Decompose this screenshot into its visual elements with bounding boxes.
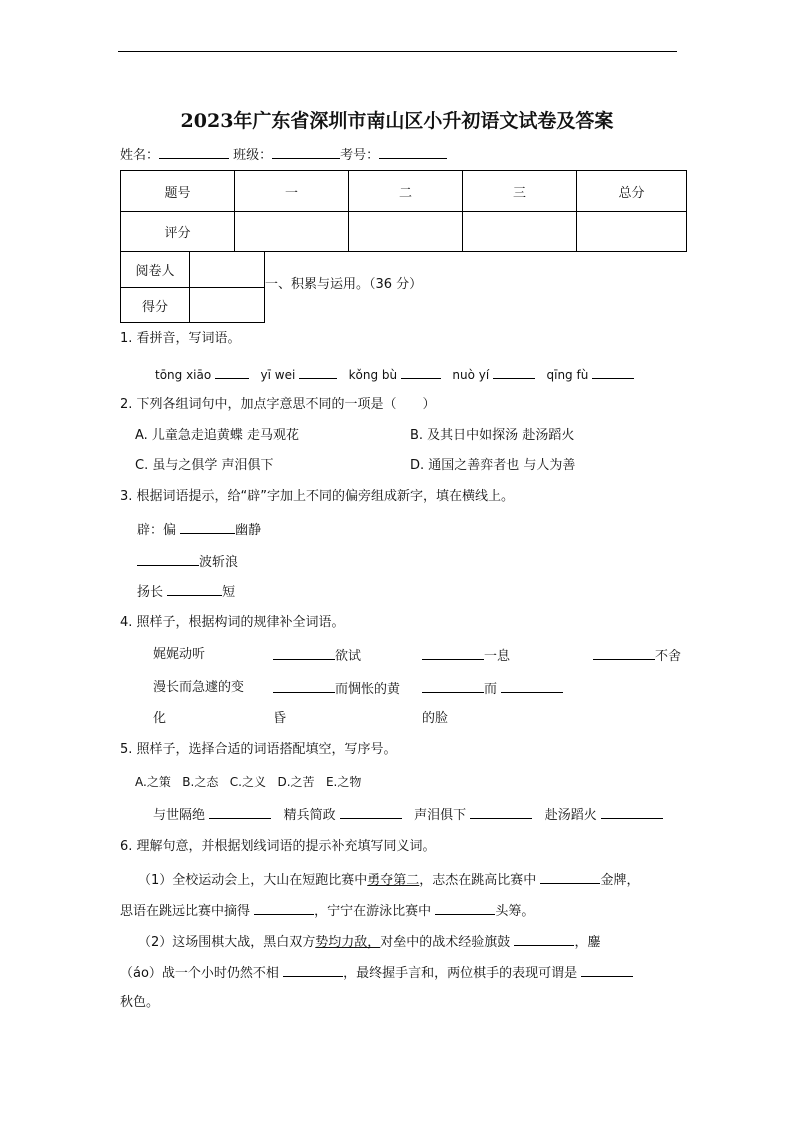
grader-cell[interactable] [190,252,265,288]
text: 秋色。 [120,995,160,1010]
pinyin: nuò yí [452,368,490,382]
answer-blank[interactable] [401,366,441,379]
question-5: 5. 照样子，选择合适的词语搭配填空，写序号。 [120,742,397,757]
answer-blank[interactable] [422,680,484,693]
underlined-word: 势均力敌， [315,935,381,950]
hint: 幽静 [235,523,262,538]
question-3: 3. 根据词语提示，给“辟”字加上不同的偏旁组成新字，填在横线上。 [120,489,515,504]
answer-blank[interactable] [167,583,222,596]
score-cell[interactable] [190,288,265,323]
hint: 欲试 [335,649,362,664]
header-cell: 总分 [577,171,687,212]
pinyin: qīng fù [546,368,589,382]
question-4: 4. 照样子，根据构词的规律补全词语。 [120,615,345,630]
exam-no-label: 考号： [340,148,380,163]
answer-blank[interactable] [514,933,574,946]
score-cell[interactable] [577,212,687,252]
grader-table [120,251,265,323]
answer-blank[interactable] [215,366,249,379]
example: 漫长而急遽的变 [153,680,245,695]
score-cell[interactable] [235,212,349,252]
text: ，宁宁在游泳比赛中 [314,904,432,919]
answer-blank[interactable] [501,680,563,693]
answer-blank[interactable] [593,647,655,660]
question-6: 6. 理解句意，并根据划线词语的提示补充填写同义词。 [120,839,436,854]
answer-blank[interactable] [581,964,633,977]
name-label: 姓名： [120,148,160,163]
text: 头筹。 [495,904,535,919]
answer-blank[interactable] [540,871,600,884]
pinyin: tōng xiāo [155,368,212,382]
page-title: 2023年广东省深圳市南山区小升初语文试卷及答案 [180,110,614,132]
header-cell: 一 [235,171,349,212]
answer-blank[interactable] [592,366,634,379]
answer-blank[interactable] [180,521,235,534]
question-2: 2. 下列各组词句中，加点字意思不同的一项是（ ） [120,397,436,412]
example: 化 [153,711,167,726]
word: 精兵简政 [283,808,336,823]
example: 娓娓动听 [153,647,206,662]
answer-blank[interactable] [299,366,337,379]
score-cell[interactable] [349,212,463,252]
text: 金牌， [600,873,640,888]
text: （áo）战一个小时仍然不相 [120,966,279,981]
section-heading: 一、积累与运用。（36 分） [265,277,423,292]
class-label: 班级： [233,148,273,163]
score-table [120,170,687,252]
hint: 而 [484,682,498,697]
option-a: A. 儿童急走追黄蝶 走马观花 [135,428,300,443]
hint: 一息 [484,649,511,664]
text: （1）全校运动会上，大山在短跑比赛中 [138,873,368,888]
answer-blank[interactable] [273,647,335,660]
pinyin: yī wei [260,368,296,382]
text: 思语在跳远比赛中摘得 [120,904,251,919]
word: 与世隔绝 [153,808,206,823]
question-1: 1. 看拼音，写词语。 [120,331,241,346]
answer-blank[interactable] [601,806,663,819]
word: 赴汤蹈火 [544,808,597,823]
hint: 的脸 [422,711,449,726]
option-d: D. 通国之善弈者也 与人为善 [410,458,576,473]
word: 声泪俱下 [414,808,467,823]
hint: 不舍 [655,649,682,664]
hint: 而惆怅的黄 [335,682,401,697]
header-rule [118,51,677,52]
option: B.之态 [182,775,219,789]
text: ，志杰在跳高比赛中 [419,873,537,888]
text: ，鏖 [574,935,601,950]
option: A.之策 [135,775,171,789]
hint: 昏 [273,711,287,726]
text: 对垒中的战术经验旗鼓 [380,935,511,950]
underlined-word: 勇夺第二 [367,873,420,888]
header-cell: 题号 [121,171,235,212]
pinyin: kǒng bù [348,368,398,382]
answer-blank[interactable] [340,806,402,819]
hint: 扬长 [137,585,164,600]
answer-blank[interactable] [422,647,484,660]
answer-blank[interactable] [435,902,495,915]
score-cell[interactable] [463,212,577,252]
answer-blank[interactable] [283,964,343,977]
option-c: C. 虽与之俱学 声泪俱下 [135,458,274,473]
option: C.之义 [229,775,266,789]
exam-no-field[interactable] [379,146,447,159]
student-info-line [120,146,447,164]
option: E.之物 [325,775,362,789]
hint: 波斩浪 [199,555,239,570]
class-field[interactable] [272,146,340,159]
answer-blank[interactable] [209,806,271,819]
text: （2）这场围棋大战，黑白双方 [138,935,316,950]
option-b: B. 及其日中如探汤 赴汤蹈火 [410,428,575,443]
name-field[interactable] [159,146,229,159]
grader-label: 阅卷人 [121,252,190,288]
hint: 短 [222,585,236,600]
text: ，最终握手言和，两位棋手的表现可谓是 [343,966,578,981]
header-cell: 三 [463,171,577,212]
answer-blank[interactable] [470,806,532,819]
score-label: 得分 [121,288,190,323]
options-row [135,774,361,790]
hint: 辟：偏 [137,523,177,538]
answer-blank[interactable] [137,553,199,566]
answer-blank[interactable] [273,680,335,693]
answer-blank[interactable] [254,902,314,915]
header-cell: 二 [349,171,463,212]
option: D.之苦 [277,775,315,789]
pinyin-row [155,366,634,383]
answer-blank[interactable] [493,366,535,379]
score-row-label: 评分 [121,212,235,252]
